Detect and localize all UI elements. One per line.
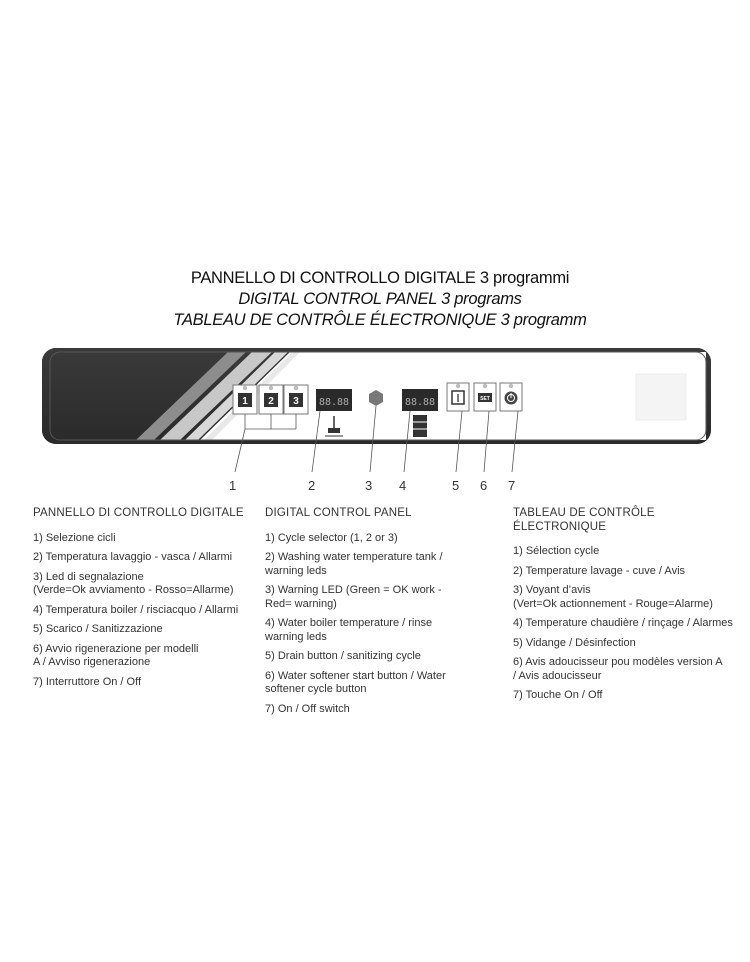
set-label: SET: [480, 396, 490, 402]
legend-item: 4) Temperatura boiler / risciacquo / Allarmi: [33, 603, 239, 616]
cycle-button-2-label: 2: [268, 396, 274, 407]
legend-item: 6) Avvio rigenerazione per modelli A / Avviso rigenerazione: [33, 642, 199, 668]
legend-item: 5) Drain button / sanitizing cycle: [265, 650, 421, 662]
legend-item: 1) Selezione cicli: [33, 531, 116, 544]
drain-button[interactable]: [447, 383, 469, 411]
wash-temperature-display: [316, 389, 352, 411]
callout-4: 4: [399, 478, 407, 493]
legend-item: 1) Sélection cycle: [513, 545, 600, 557]
legend-item: 2) Washing water temperature tank / warning leds: [265, 551, 443, 577]
softener-set-button[interactable]: [474, 383, 496, 411]
title-french: TABLEAU DE CONTRÔLE ÉLECTRONIQUE 3 programm: [173, 311, 587, 329]
boiler-temperature-display: [402, 389, 438, 411]
legend-column-english: [265, 507, 475, 722]
legend-item: 2) Temperatura lavaggio - vasca / Allarmi: [33, 551, 233, 563]
callout-5: 5: [452, 478, 460, 493]
cycle-button-1-label: 1: [242, 396, 248, 407]
boiler-icon: [413, 415, 427, 437]
legend-item: 7) Interruttore On / Off: [33, 675, 142, 688]
title-english: DIGITAL CONTROL PANEL 3 programs: [238, 290, 522, 308]
title-italian: PANNELLO DI CONTROLLO DIGITALE 3 programmi: [190, 269, 570, 287]
legend-column-italian: [33, 507, 258, 695]
display-left-text: 88.88: [318, 397, 350, 408]
legend-item: 4) Water boiler temperature / rinse warning leds: [265, 617, 433, 643]
legend-column-french: [513, 507, 743, 709]
callout-7: 7: [508, 478, 516, 493]
legend-heading: TABLEAU DE CONTRÔLE ÉLECTRONIQUE: [513, 507, 655, 533]
cycle-button-2[interactable]: [259, 385, 283, 414]
power-button[interactable]: [500, 383, 522, 411]
legend-item: 5) Vidange / Désinfection: [513, 636, 636, 649]
legend-item: 3) Warning LED (Green = OK work - Red= warning): [265, 584, 442, 610]
legend-item: 3) Led di segnalazione (Verde=Ok avviamento - Rosso=Allarme): [33, 570, 234, 596]
legend-item: 7) On / Off switch: [265, 702, 350, 715]
legend-heading: DIGITAL CONTROL PANEL: [265, 507, 412, 519]
legend-item: 6) Avis adoucisseur pou modèles version A / Avis adoucisseur: [513, 656, 723, 682]
callout-1: 1: [229, 478, 237, 493]
legend-item: 4) Temperature chaudière / rinçage / Alarmes: [513, 617, 733, 629]
cycle-button-1[interactable]: [233, 385, 257, 414]
callout-3: 3: [365, 478, 373, 493]
legend-heading: PANNELLO DI CONTROLLO DIGITALE: [33, 507, 244, 519]
callout-2: 2: [308, 478, 316, 493]
cycle-button-3-label: 3: [293, 396, 299, 407]
legend-item: 1) Cycle selector (1, 2 or 3): [265, 531, 398, 544]
callout-6: 6: [480, 478, 488, 493]
display-right-text: 88.88: [404, 397, 436, 408]
legend-item: 6) Water softener start button / Water softener cycle button: [265, 669, 446, 695]
legend-item: 7) Touche On / Off: [513, 689, 603, 701]
legend-item: 5) Scarico / Sanitizzazione: [33, 623, 163, 635]
legend-item: 2) Temperature lavage - cuve / Avis: [513, 564, 686, 577]
cycle-button-3[interactable]: [284, 385, 308, 414]
legend-item: 3) Voyant d’avis (Vert=Ok actionnement - Rouge=Alarme): [513, 584, 713, 610]
panel-window: [636, 374, 686, 420]
